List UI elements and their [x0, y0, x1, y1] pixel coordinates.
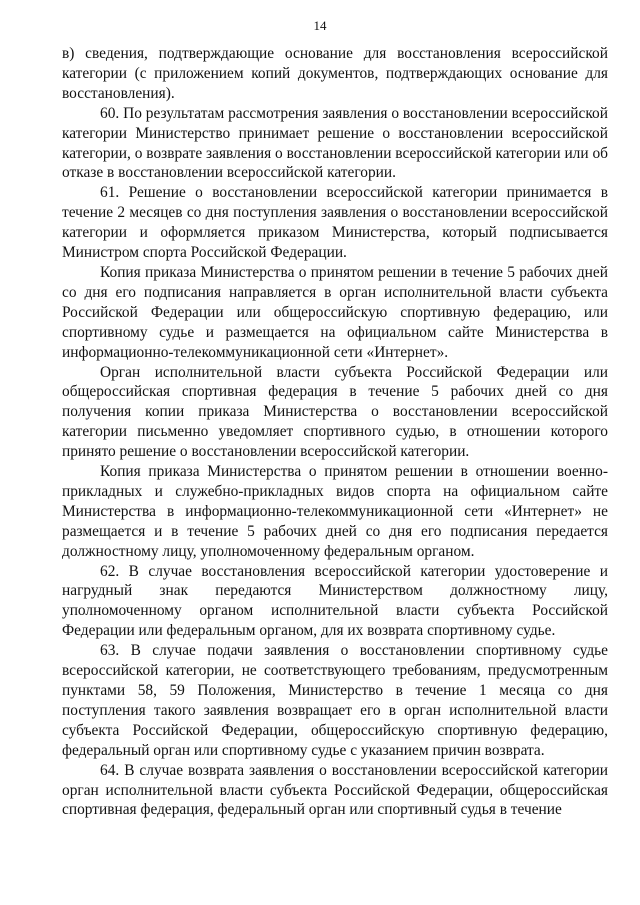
paragraph-subitem-v: в) сведения, подтверждающие основание для восстановления всероссийской категории (с приложением копий документов, подтверждающих основание для восстановления).: [62, 45, 608, 102]
paragraph-61: 61. Решение о восстановлении всероссийской категории принимается в течение 2 месяцев со дня поступления заявления о восстановлении всероссийской категории и оформляется приказом Министерства, который подписывается Министром спорта Российской Федерации.: [62, 184, 608, 262]
paragraph-64: 64. В случае возврата заявления о восстановлении всероссийской категории орган исполнительной власти субъекта Российской Федерации, общероссийская спортивная федерация, федеральный орган или спортивный судья в течение: [62, 761, 608, 819]
paragraph-62: 62. В случае восстановления всероссийской категории удостоверение и нагрудный знак передаются Министерством должностному лицу, уполномоченному органом исполнительной власти субъекта Российской Федерации или федеральным органом, для их возврата спортивному судье.: [62, 562, 608, 640]
document-body: [62, 44, 608, 820]
paragraph-63: 63. В случае подачи заявления о восстановлении спортивному судье всероссийской категории, не соответствующего требованиям, предусмотренным пунктами 58, 59 Положения, Министерство в течение 1 месяца со дня поступления такого заявления возвращает его в орган исполнительной власти субъекта Российской Федерации, общероссийскую спортивную федерацию, федеральный орган или спортивному судье с указанием причин возврата.: [62, 642, 608, 759]
page-number: 14: [313, 18, 327, 33]
paragraph-61-military-sports: Копия приказа Министерства о принятом решении в отношении военно-прикладных и служебно-прикладных видов спорта на официальном сайте Министерства в информационно-телекоммуникационной сети «Интернет» не размещается и в течение 5 рабочих дней со дня его подписания передается должностному лицу, уполномоченному федеральным органом.: [62, 463, 608, 560]
paragraph-60: 60. По результатам рассмотрения заявления о восстановлении всероссийской категории Министерство принимает решение о восстановлении всероссийской категории, о возврате заявления о восстановлении всероссийской категории или об отказе в восстановлении всероссийской категории.: [62, 104, 608, 182]
paragraph-61-copy-order: Копия приказа Министерства о принятом решении в течение 5 рабочих дней со дня его подписания направляется в орган исполнительной власти субъекта Российской Федерации или общероссийскую спортивную федерацию, или спортивному судье и размещается на официальном сайте Министерства в информационно-телекоммуникационной сети «Интернет».: [62, 263, 608, 361]
paragraph-61-notification: Орган исполнительной власти субъекта Российской Федерации или общероссийская спортивная федерация в течение 5 рабочих дней со дня получения копии приказа Министерства о восстановлении всероссийской категории письменно уведомляет спортивного судью, в отношении которого принято решение о восстановлении всероссийской категории.: [62, 363, 608, 461]
